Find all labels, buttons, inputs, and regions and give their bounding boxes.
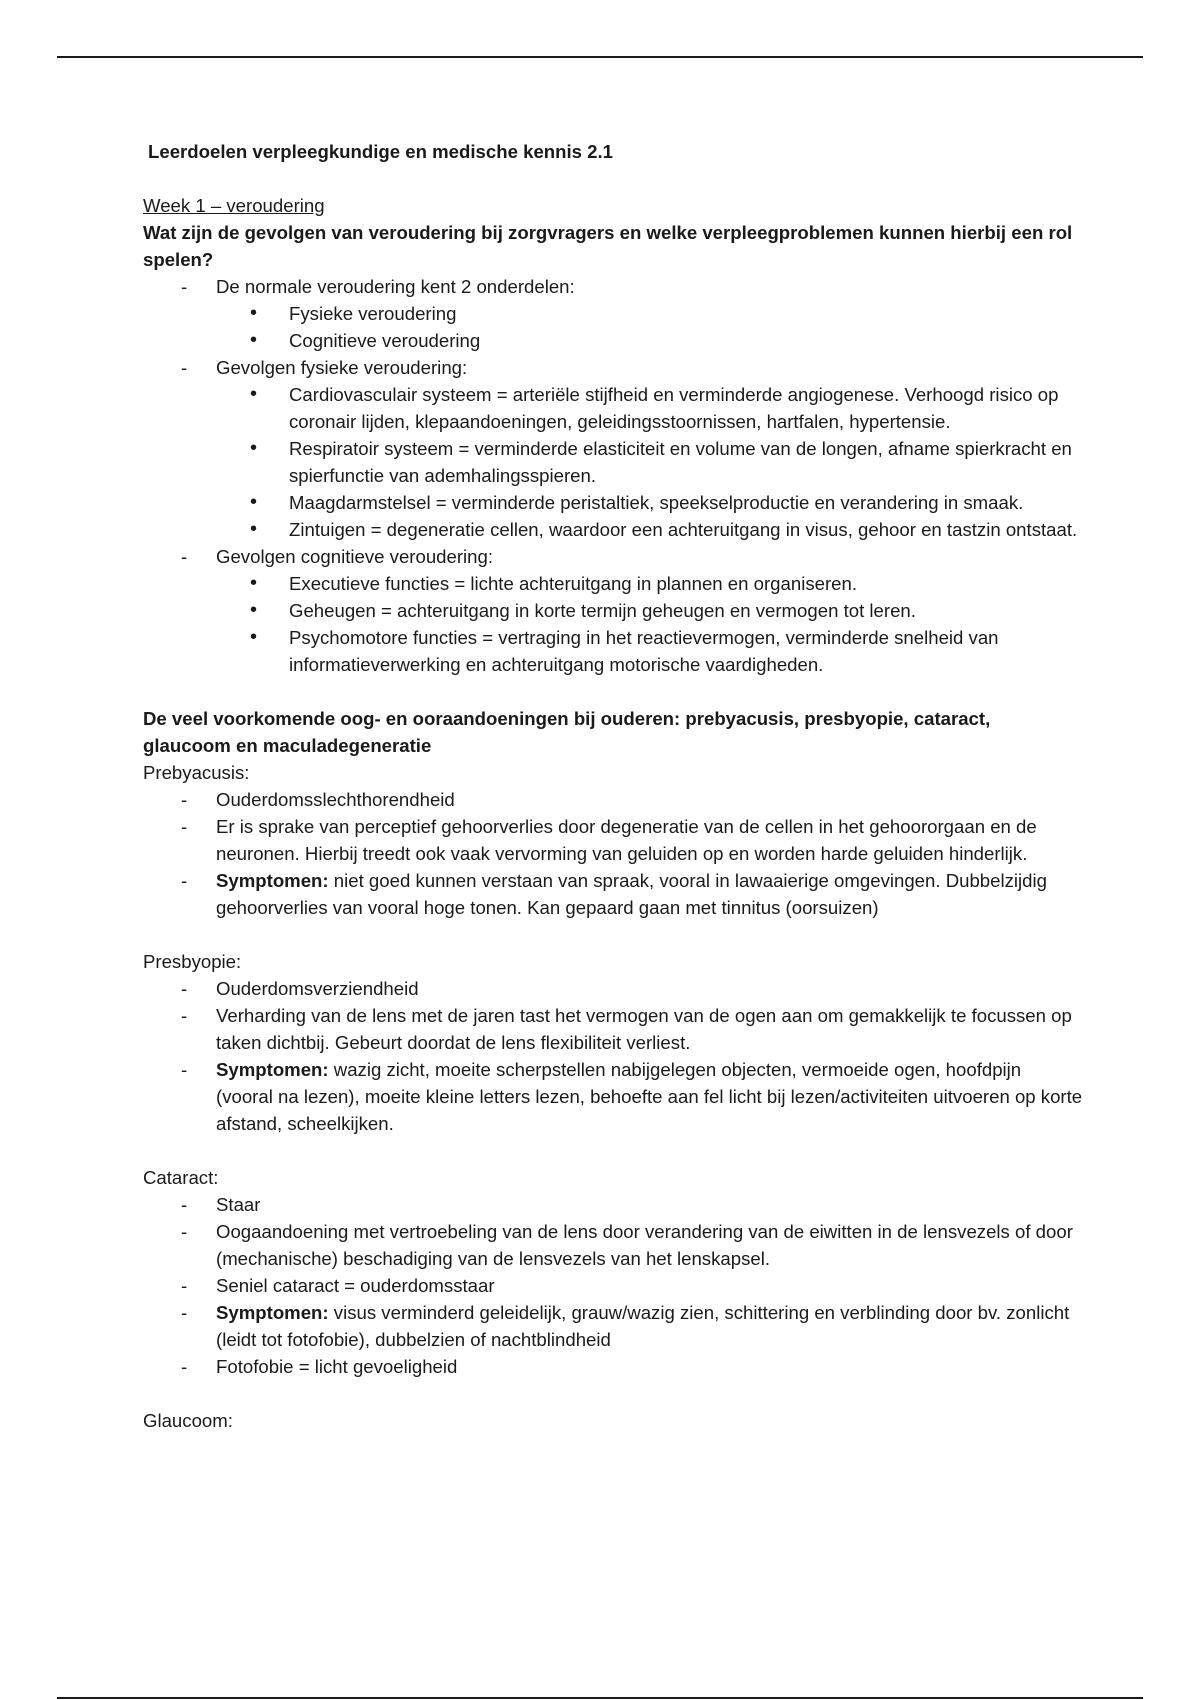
normal-sublist	[216, 300, 1083, 354]
list-item: • Geheugen = achteruitgang in korte termijn geheugen en vermogen tot leren.	[143, 597, 1083, 624]
section-glaucoom: Glaucoom:	[143, 1410, 233, 1431]
section-prebyacusis: Prebyacusis:	[143, 762, 250, 783]
cognitief-sublist	[216, 570, 1083, 678]
list-item: • Executieve functies = lichte achteruitgang in plannen en organiseren.	[143, 570, 1083, 597]
document-title: Leerdoelen verpleegkundige en medische kennis 2.1	[148, 141, 614, 162]
list-item: - Er is sprake van perceptief gehoorverlies door degeneratie van de cellen in het gehoororgaan en de neuronen. Hierbij treedt ook vaak vervorming van geluiden op en worden harde geluiden hinderlijk.	[143, 813, 1083, 867]
section-cataract: Cataract:	[143, 1167, 219, 1188]
list-item: - Gevolgen cognitieve veroudering: • Executieve functies = lichte achteruitgang in plannen en organiseren. • Geheugen = achteruitgang in korte termijn geheugen en vermogen tot leren. • Psychomotore functies = vertraging in het reactievermogen, verminderde snelheid van informatieverwerking en achteruitgang motorische vaardigheden.	[143, 543, 1083, 678]
list-item: • Respiratoir systeem = verminderde elasticiteit en volume van de longen, afname spierkracht en spierfunctie van ademhalingsspieren.	[143, 435, 1083, 489]
week-heading: Week 1 – veroudering	[143, 195, 325, 216]
document-page	[143, 138, 1083, 1434]
list-item: - Fotofobie = licht gevoeligheid	[143, 1353, 1083, 1380]
list-item: - Symptomen: visus verminderd geleidelijk, grauw/wazig zien, schittering en verblinding door bv. zonlicht (leidt tot fotofobie), dubbelzien of nachtblindheid	[143, 1299, 1083, 1353]
list-item: • Cardiovasculair systeem = arteriële stijfheid en verminderde angiogenese. Verhoogd risico op coronair lijden, klepaandoeningen, geleidingsstoornissen, hartfalen, hypertensie.	[143, 381, 1083, 435]
list-item: - Verharding van de lens met de jaren tast het vermogen van de ogen aan om gemakkelijk te focussen op taken dichtbij. Gebeurt doordat de lens flexibiliteit verliest.	[143, 1002, 1083, 1056]
question-oog-oor: De veel voorkomende oog- en ooraandoeningen bij ouderen: prebyacusis, presbyopie, cataract, glaucoom en maculadegeneratie	[143, 708, 991, 756]
list-item: - Ouderdomsverziendheid	[143, 975, 1083, 1002]
presbyopie-list	[143, 975, 1083, 1137]
cataract-list	[143, 1191, 1083, 1380]
list-item: • Cognitieve veroudering	[143, 327, 1083, 354]
list-item: • Maagdarmstelsel = verminderde peristaltiek, speekselproductie en verandering in smaak.	[143, 489, 1083, 516]
veroudering-list	[143, 273, 1083, 678]
bottom-rule	[57, 1697, 1143, 1699]
list-item: • Fysieke veroudering	[143, 300, 1083, 327]
list-item: - Staar	[143, 1191, 1083, 1218]
question-veroudering: Wat zijn de gevolgen van veroudering bij zorgvragers en welke verpleegproblemen kunnen hierbij een rol spelen?	[143, 222, 1073, 270]
list-item: - Seniel cataract = ouderdomsstaar	[143, 1272, 1083, 1299]
list-item: - Gevolgen fysieke veroudering: • Cardiovasculair systeem = arteriële stijfheid en verminderde angiogenese. Verhoogd risico op coronair lijden, klepaandoeningen, geleidingsstoornissen, hartfalen, hypertensie. • Respiratoir systeem = verminderde elasticiteit en volume van de longen, afname spierkracht en spierfunctie van ademhalingsspieren. • Maagdarmstelsel = verminderde peristaltiek, speekselproductie en verandering in smaak. • Zintuigen = degeneratie cellen, waardoor een achteruitgang in visus, gehoor en tastzin ontstaat.	[143, 354, 1083, 543]
section-presbyopie: Presbyopie:	[143, 951, 242, 972]
fysiek-sublist	[216, 381, 1083, 543]
top-rule	[57, 56, 1143, 58]
list-item: - Symptomen: wazig zicht, moeite scherpstellen nabijgelegen objecten, vermoeide ogen, hoofdpijn (vooral na lezen), moeite kleine letters lezen, behoefte aan fel licht bij lezen/activiteiten uitvoeren op korte afstand, scheelkijken.	[143, 1056, 1083, 1137]
prebyacusis-list	[143, 786, 1083, 921]
symptom-label: Symptomen:	[216, 1059, 329, 1080]
list-item: - Ouderdomsslechthorendheid	[143, 786, 1083, 813]
symptom-label: Symptomen:	[216, 1302, 329, 1323]
list-item: - De normale veroudering kent 2 onderdelen: • Fysieke veroudering • Cognitieve veroudering	[143, 273, 1083, 354]
symptom-label: Symptomen:	[216, 870, 329, 891]
list-item: - Symptomen: niet goed kunnen verstaan van spraak, vooral in lawaaierige omgevingen. Dubbelzijdig gehoorverlies van vooral hoge tonen. Kan gepaard gaan met tinnitus (oorsuizen)	[143, 867, 1083, 921]
list-item: - Oogaandoening met vertroebeling van de lens door verandering van de eiwitten in de lensvezels of door (mechanische) beschadiging van de lensvezels van het lenskapsel.	[143, 1218, 1083, 1272]
list-item: • Psychomotore functies = vertraging in het reactievermogen, verminderde snelheid van informatieverwerking en achteruitgang motorische vaardigheden.	[143, 624, 1083, 678]
list-item: • Zintuigen = degeneratie cellen, waardoor een achteruitgang in visus, gehoor en tastzin ontstaat.	[143, 516, 1083, 543]
